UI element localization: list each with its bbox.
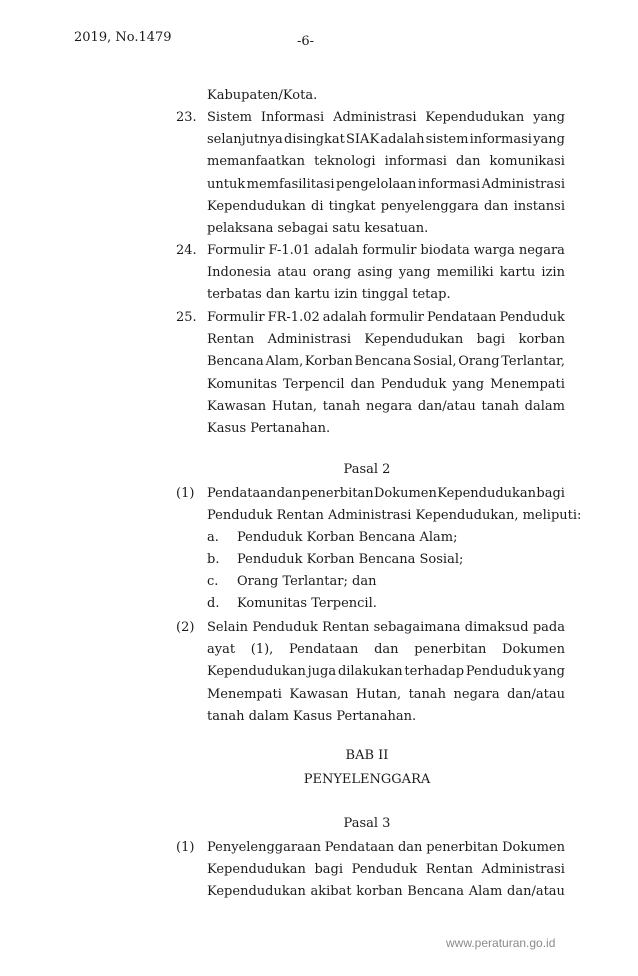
sub-item-text: Orang Terlantar; dan <box>237 574 377 589</box>
definition-item-line: Formulir FR-1.02 adalah formulir Pendataan Penduduk <box>207 310 565 325</box>
pasal-2-ayat-1-line: Pendataan dan penerbitan Dokumen Kependudukan bagi <box>207 486 565 501</box>
definition-item-line: Kawasan Hutan, tanah negara dan/atau tanah dalam <box>207 398 565 414</box>
definition-item-line: untuk memfasilitasi pengelolaan informasi Administrasi <box>207 176 565 192</box>
definition-item-number: 24. <box>176 243 197 258</box>
definition-item-line: Bencana Alam, Korban Bencana Sosial, Orang Terlantar, <box>207 354 565 370</box>
pasal-2-ayat-2-line: Selain Penduduk Rentan sebagaimana dimaksud pada <box>207 620 565 635</box>
pasal-2-ayat-2-line: Menempati Kawasan Hutan, tanah negara dan/atau <box>207 686 565 702</box>
sub-item-letter: b. <box>207 552 220 567</box>
page-number: -6- <box>297 34 315 49</box>
pasal-2-ayat-2-number: (2) <box>176 620 195 635</box>
continued-line: Kabupaten/Kota. <box>207 88 318 103</box>
pasal-2-ayat-1-line: Penduduk Rentan Administrasi Kependudukan, meliputi: <box>207 508 582 524</box>
definition-item-line: pelaksana sebagai satu kesatuan. <box>207 221 429 236</box>
sub-item-text: Penduduk Korban Bencana Sosial; <box>237 552 464 567</box>
pasal-2-heading: Pasal 2 <box>343 462 391 477</box>
pasal-3-heading: Pasal 3 <box>343 816 391 831</box>
definition-item-line: Kependudukan di tingkat penyelenggara dan instansi <box>207 198 565 214</box>
definition-item-line: Formulir F-1.01 adalah formulir biodata warga negara <box>207 243 565 258</box>
pasal-3-ayat-1-number: (1) <box>176 840 195 855</box>
sub-item-letter: a. <box>207 530 219 545</box>
footer-watermark: www.peraturan.go.id <box>446 936 556 950</box>
definition-item-line: selanjutnya disingkat SIAK adalah sistem informasi yang <box>207 132 565 148</box>
chapter-subtitle: PENYELENGGARA <box>303 772 431 787</box>
definition-item-line: terbatas dan kartu izin tinggal tetap. <box>207 287 451 303</box>
pasal-2-ayat-1-number: (1) <box>176 486 195 501</box>
definition-item-line: Sistem Informasi Administrasi Kependudukan yang <box>207 110 565 125</box>
sub-item-text: Komunitas Terpencil. <box>237 596 377 611</box>
sub-item-letter: c. <box>207 574 219 589</box>
definition-item-line: memanfaatkan teknologi informasi dan komunikasi <box>207 154 565 170</box>
definition-item-line: Komunitas Terpencil dan Penduduk yang Menempati <box>207 376 565 392</box>
pasal-2-ayat-2-line: Kependudukan juga dilakukan terhadap Penduduk yang <box>207 664 565 680</box>
sub-item-letter: d. <box>207 596 220 611</box>
definition-item-number: 23. <box>176 110 197 125</box>
running-head: 2019, No.1479 <box>74 30 172 45</box>
definition-item-line: Rentan Administrasi Kependudukan bagi korban <box>207 332 565 348</box>
pasal-3-ayat-1-line: Kependudukan akibat korban Bencana Alam dan/atau <box>207 884 565 900</box>
pasal-3-ayat-1-line: Kependudukan bagi Penduduk Rentan Administrasi <box>207 862 565 878</box>
definition-item-line: Indonesia atau orang asing yang memiliki kartu izin <box>207 265 565 281</box>
pasal-2-ayat-2-line: tanah dalam Kasus Pertanahan. <box>207 708 417 724</box>
pasal-2-ayat-2-line: ayat (1), Pendataan dan penerbitan Dokumen <box>207 642 565 658</box>
pasal-3-ayat-1-line: Penyelenggaraan Pendataan dan penerbitan Dokumen <box>207 840 565 855</box>
sub-item-text: Penduduk Korban Bencana Alam; <box>237 530 458 545</box>
definition-item-line: Kasus Pertanahan. <box>207 421 331 436</box>
chapter-title: BAB II <box>345 748 389 763</box>
definition-item-number: 25. <box>176 310 197 325</box>
